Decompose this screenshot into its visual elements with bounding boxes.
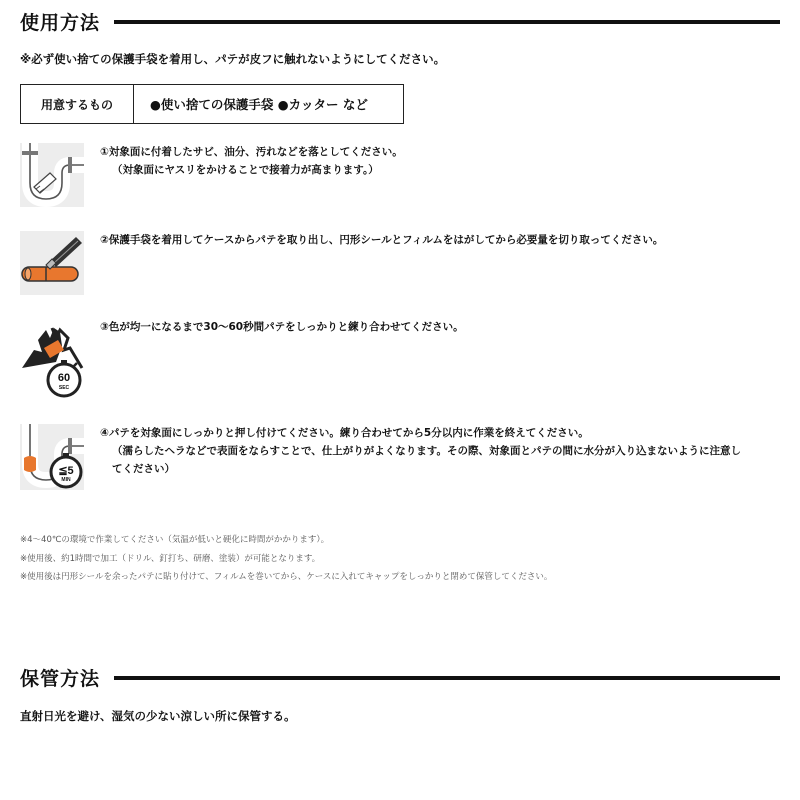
required-items-table bbox=[20, 84, 404, 124]
note-curing: ※使用後、約1時間で加工（ドリル、釘打ち、研磨、塗装）が可能となります。 bbox=[20, 553, 321, 564]
step-4 bbox=[20, 424, 780, 506]
step-3-text bbox=[100, 318, 464, 336]
pipe-repair-timer-icon bbox=[20, 424, 84, 490]
step-1-line: ①対象面に付着したサビ、油分、汚れなどを落としてください。 bbox=[100, 146, 403, 158]
cutting-putty-icon bbox=[20, 231, 84, 295]
note-storage-after-use: ※使用後は円形シールを余ったパテに貼り付けて、フィルムを巻いてから、ケースに入れてキャップをしっかりと閉めて保管してください。 bbox=[20, 572, 553, 582]
storage-title-rule bbox=[114, 676, 780, 680]
usage-notes bbox=[20, 531, 552, 587]
usage-section-header bbox=[20, 8, 780, 35]
step-4-note-1: （濡らしたヘラなどで表面をならすことで、仕上がりがよくなります。その際、対象面とパテの間に水分が入り込まないように注意し bbox=[112, 445, 741, 457]
usage-title-rule bbox=[114, 20, 780, 24]
step-3 bbox=[20, 318, 780, 400]
storage-section-header bbox=[20, 664, 780, 691]
timer-60-unit: SEC bbox=[58, 385, 70, 391]
usage-title: 使用方法 bbox=[20, 12, 101, 34]
note-temperature: ※4～40℃の環境で作業してください（気温が低いと硬化に時間がかかります）。 bbox=[20, 535, 330, 545]
pipe-cleaning-icon bbox=[20, 143, 84, 207]
glove-warning: ※必ず使い捨ての保護手袋を着用し、パテが皮フに触れないようにしてください。 bbox=[20, 52, 446, 66]
step-3-line: ③色が均一になるまで30～60秒間パテをしっかりと練り合わせてください。 bbox=[100, 321, 464, 333]
step-4-text bbox=[100, 424, 741, 478]
timer-5-unit: MIN bbox=[61, 477, 71, 483]
storage-instructions: 直射日光を避け、湿気の少ない涼しい所に保管する。 bbox=[20, 709, 296, 723]
step-4-line: ④パテを対象面にしっかりと押し付けてください。練り合わせてから5分以内に作業を終えてください。 bbox=[100, 427, 589, 439]
step-2-text bbox=[100, 231, 663, 249]
step-2 bbox=[20, 231, 780, 295]
step-4-note-2: てください） bbox=[112, 463, 175, 475]
timer-5-value: ≦5 bbox=[58, 465, 74, 477]
step-1-text bbox=[100, 143, 403, 179]
storage-title: 保管方法 bbox=[20, 668, 101, 690]
required-items-list: ●使い捨ての保護手袋 ●カッター など bbox=[150, 97, 368, 112]
step-2-line: ②保護手袋を着用してケースからパテを取り出し、円形シールとフィルムをはがしてから必要量を切り取ってください。 bbox=[100, 234, 664, 246]
timer-60-value: 60 bbox=[57, 372, 71, 384]
step-1-note: （対象面にヤスリをかけることで接着力が高まります。） bbox=[112, 164, 379, 176]
kneading-timer-icon bbox=[20, 318, 84, 400]
required-items-label: 用意するもの bbox=[21, 85, 134, 123]
step-1 bbox=[20, 143, 780, 207]
